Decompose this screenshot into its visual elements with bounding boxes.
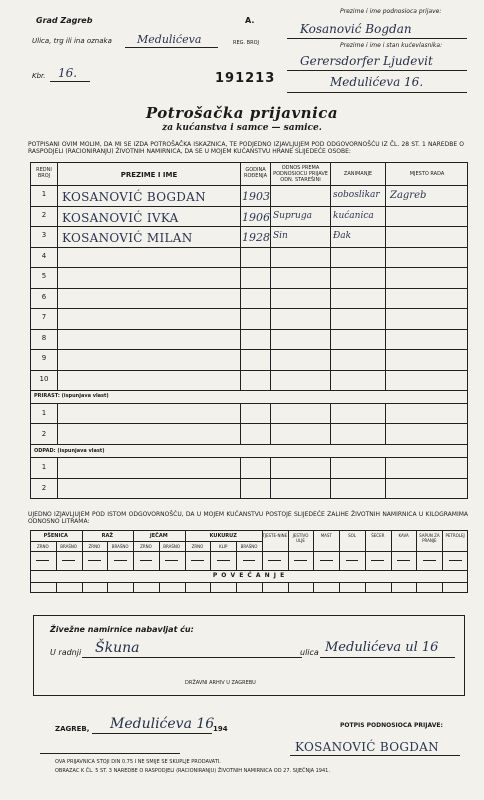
stock-col-divider bbox=[365, 582, 366, 593]
stock-subcol-3: ZRNO bbox=[88, 544, 101, 549]
form-letter: A. bbox=[245, 16, 255, 25]
stock-values-divider bbox=[30, 570, 468, 571]
stock-dash-mark bbox=[243, 560, 256, 561]
stock-dash-mark bbox=[165, 560, 178, 561]
stock-subcol-7: ZRNO bbox=[191, 544, 204, 549]
stock-col-divider bbox=[416, 582, 417, 593]
stock-col-divider bbox=[82, 582, 83, 593]
landlord-underline-1 bbox=[287, 70, 467, 71]
stock-dash-mark bbox=[371, 560, 384, 561]
form-subtitle: za kućanstva i samce — samice. bbox=[162, 123, 322, 133]
stock-subcol-1: ZRNO bbox=[37, 544, 49, 549]
stock-dash-mark bbox=[114, 560, 127, 561]
stock-dash-mark bbox=[88, 560, 101, 561]
row-name-3: KOSANOVIĆ MILAN bbox=[62, 231, 193, 245]
stock-dash-mark bbox=[191, 560, 204, 561]
stock-group-3: JEČAM bbox=[149, 533, 168, 539]
stock-col-divider bbox=[210, 582, 211, 593]
row-number-1: 1 bbox=[41, 190, 47, 198]
stock-col-divider bbox=[185, 582, 186, 593]
shop-intro-label: Živežne namirnice nabavljat ću: bbox=[50, 625, 194, 634]
stock-subcol-5: ZRNO bbox=[140, 544, 152, 549]
row-divider bbox=[30, 308, 468, 309]
odpad-label: ODPAD: (ispunjava vlast) bbox=[34, 448, 105, 454]
col-header-name: PREZIME I IME bbox=[120, 171, 178, 179]
place-label: ZAGREB, bbox=[55, 725, 90, 733]
stock-col-6: KAVA bbox=[398, 533, 409, 538]
signature-value: KOSANOVIĆ BOGDAN bbox=[295, 740, 439, 754]
year-label: 194 bbox=[213, 725, 228, 733]
row-occupation-1: soboslikar bbox=[333, 190, 380, 200]
stock-col-7: SAPUN ZA PRANJE bbox=[419, 533, 440, 543]
row-number-2: 2 bbox=[41, 211, 47, 219]
increase-label: P O V E Ć A N J E bbox=[212, 572, 286, 579]
row-number-3: 3 bbox=[41, 231, 47, 239]
stock-col-divider bbox=[262, 582, 263, 593]
stock-dash-mark bbox=[217, 560, 230, 561]
street-underline bbox=[125, 47, 218, 48]
stock-col-divider bbox=[56, 582, 57, 593]
stock-header-divider bbox=[30, 551, 468, 552]
intro-statement: POTPISANI OVIM MOLIM, DA MI SE IZDA POTROŠAČKA ISKAZNICA, TE PODJEDNO IZJAVLJUJEM POD ODGOVORNOŠĆU IZ ČL. 28 ST. 1 NAREDBE O RASPODJELI (RACIONIRANJU) ŽIVOTNIH NAMIRNICA, DA SE U MOJEM KUĆANSTVU HRANE SLIJEDEĆE OSOBE: bbox=[28, 141, 464, 155]
place-value: Medulićeva 16 bbox=[110, 716, 215, 732]
odpad-row-2-no: 2 bbox=[41, 484, 47, 492]
stock-dash-mark bbox=[140, 560, 153, 561]
stock-col-divider bbox=[313, 582, 314, 593]
stock-subcol-2: BRAŠNO bbox=[60, 544, 78, 549]
archive-stamp: DRŽAVNI ARHIV U ZAGREBU bbox=[185, 680, 256, 686]
stock-col-2: JESTIVO ULJE bbox=[292, 533, 309, 543]
stock-col-divider bbox=[288, 582, 289, 593]
row-divider bbox=[30, 226, 468, 227]
row-number-7: 7 bbox=[41, 313, 47, 321]
shop-label: U radnji bbox=[50, 648, 82, 657]
col-header-occupation: ZANIMANJE bbox=[343, 171, 373, 177]
row-number-6: 6 bbox=[41, 293, 47, 301]
prirast-row-2-no: 2 bbox=[41, 430, 47, 438]
row-number-10: 10 bbox=[39, 375, 49, 383]
stock-col-4: SOL bbox=[348, 533, 356, 538]
stock-subcol-9: BRAŠNO bbox=[240, 544, 258, 549]
stock-dash-mark bbox=[294, 560, 307, 561]
col-header-year: GODINA ROĐENJA bbox=[244, 167, 267, 179]
row-number-5: 5 bbox=[41, 272, 47, 280]
stock-statement: UJEDNO IZJAVLJUJEM POD ISTOM ODGOVORNOŠĆU, DA U MOJEM KUĆANSTVU POSTOJE SLIJEDEĆE ZALIHE ŽIVOTNIH NAMIRNICA U KILOGRAMIMA ODNOSNO LITRAMA: bbox=[28, 511, 468, 525]
stock-group-2: RAŽ bbox=[101, 533, 113, 539]
stock-col-divider bbox=[442, 582, 443, 593]
stock-dash-mark bbox=[423, 560, 436, 561]
row-divider bbox=[30, 247, 468, 248]
col-header-no: REDNI BROJ bbox=[36, 167, 52, 179]
stock-dash-mark bbox=[36, 560, 49, 561]
odpad-row-1-no: 1 bbox=[41, 463, 47, 471]
shop-street-label: ulica bbox=[300, 648, 319, 657]
stock-dash-mark bbox=[320, 560, 333, 561]
row-workplace-1: Zagreb bbox=[390, 190, 427, 201]
row-relation-3: Sin bbox=[273, 231, 288, 241]
landlord-name-value: Gerersdorfer Ljudevit bbox=[300, 54, 433, 68]
row-relation-2: Supruga bbox=[273, 211, 312, 221]
stock-group-divider bbox=[30, 541, 262, 542]
row-number-9: 9 bbox=[41, 354, 47, 362]
row-divider bbox=[30, 267, 468, 268]
row-name-2: KOSANOVIĆ IVKA bbox=[62, 211, 179, 225]
prirast-label: PRIRAST: (ispunjava vlast) bbox=[34, 393, 109, 399]
stock-increase-divider bbox=[30, 582, 468, 583]
stock-dash-mark bbox=[449, 560, 462, 561]
stock-table bbox=[30, 530, 468, 593]
prirast-row-1-no: 1 bbox=[41, 409, 47, 417]
stock-dash-mark bbox=[62, 560, 75, 561]
stock-col-divider bbox=[159, 582, 160, 593]
serial-number: 191213 bbox=[215, 71, 276, 86]
row-year-3: 1928 bbox=[242, 231, 270, 244]
stock-dash-mark bbox=[268, 560, 281, 561]
reg-number-label: REG. BROJ bbox=[233, 40, 260, 46]
row-divider bbox=[30, 349, 468, 350]
row-year-2: 1906 bbox=[242, 211, 270, 224]
stock-col-8: PETROLEJ bbox=[445, 533, 465, 538]
row-occupation-3: Đak bbox=[333, 231, 352, 241]
street-label: Ulica, trg ili ina oznaka bbox=[32, 37, 112, 45]
regulation-note: OBRAZAC K ČL. 5 ST. 3 NAREDBE O RASPODJELI (RACIONIRANJU) ŽIVOTNIH NAMIRNICA OD 27. SIJEČNJA 1941. bbox=[55, 768, 330, 774]
shop-value: Škuna bbox=[95, 640, 140, 656]
row-number-8: 8 bbox=[41, 334, 47, 342]
applicant-value: Kosanović Bogdan bbox=[300, 22, 412, 36]
street-value: Medulićeva bbox=[137, 33, 202, 46]
stock-col-divider bbox=[107, 582, 108, 593]
signature-label: POTPIS PODNOSIOCA PRIJAVE: bbox=[340, 722, 443, 729]
stock-col-5: ŠEĆER bbox=[371, 533, 385, 538]
row-occupation-2: kućanica bbox=[333, 211, 374, 221]
form-title: Potrošačka prijavnica bbox=[145, 104, 339, 122]
stock-dash-mark bbox=[397, 560, 410, 561]
house-number-value: 16. bbox=[58, 66, 78, 80]
row-divider bbox=[30, 206, 468, 207]
price-note: OVA PRIJAVNICA STOJI DIN 0.75 I NE SMIJE SE SKUPLJE PRODAVATI. bbox=[55, 759, 221, 765]
stock-group-4: KUKURUZ bbox=[209, 533, 237, 539]
stock-col-divider bbox=[133, 582, 134, 593]
col-header-relation: ODNOS PREMA PODNOSIOCU PRIJAVE ODN. STAREŠINI bbox=[273, 165, 328, 183]
city-label: Grad Zagreb bbox=[36, 16, 93, 25]
stock-subcol-6: BRAŠNO bbox=[163, 544, 181, 549]
row-divider bbox=[30, 370, 468, 371]
stock-dash-mark bbox=[346, 560, 359, 561]
landlord-address-value: Medulićeva 16. bbox=[330, 75, 424, 89]
col-header-workplace: MJESTO RADA bbox=[409, 171, 445, 177]
stock-col-divider bbox=[236, 582, 237, 593]
landlord-label: Prezime i ime i stan kućevlasnika: bbox=[340, 42, 443, 49]
shop-street-value: Medulićeva ul 16 bbox=[325, 640, 439, 655]
stock-col-divider bbox=[391, 582, 392, 593]
stock-col-divider bbox=[339, 582, 340, 593]
stock-col-1: TJESTE-NINE bbox=[262, 533, 288, 538]
applicant-label: Prezime i ime podnosioca prijave: bbox=[340, 8, 442, 15]
landlord-underline-2 bbox=[287, 92, 467, 93]
stock-subcol-4: BRAŠNO bbox=[111, 544, 129, 549]
stock-group-1: PŠENICA bbox=[43, 533, 68, 539]
row-year-1: 1903 bbox=[242, 190, 270, 203]
applicant-underline bbox=[287, 38, 467, 39]
stock-col-3: MAST bbox=[320, 533, 332, 538]
stock-subcol-8: KLIP bbox=[218, 544, 228, 549]
house-underline bbox=[50, 81, 90, 82]
house-number-label: Kbr. bbox=[32, 72, 46, 80]
row-divider bbox=[30, 288, 468, 289]
row-divider bbox=[30, 329, 468, 330]
row-name-1: KOSANOVIĆ BOGDAN bbox=[62, 190, 206, 204]
row-number-4: 4 bbox=[41, 252, 47, 260]
